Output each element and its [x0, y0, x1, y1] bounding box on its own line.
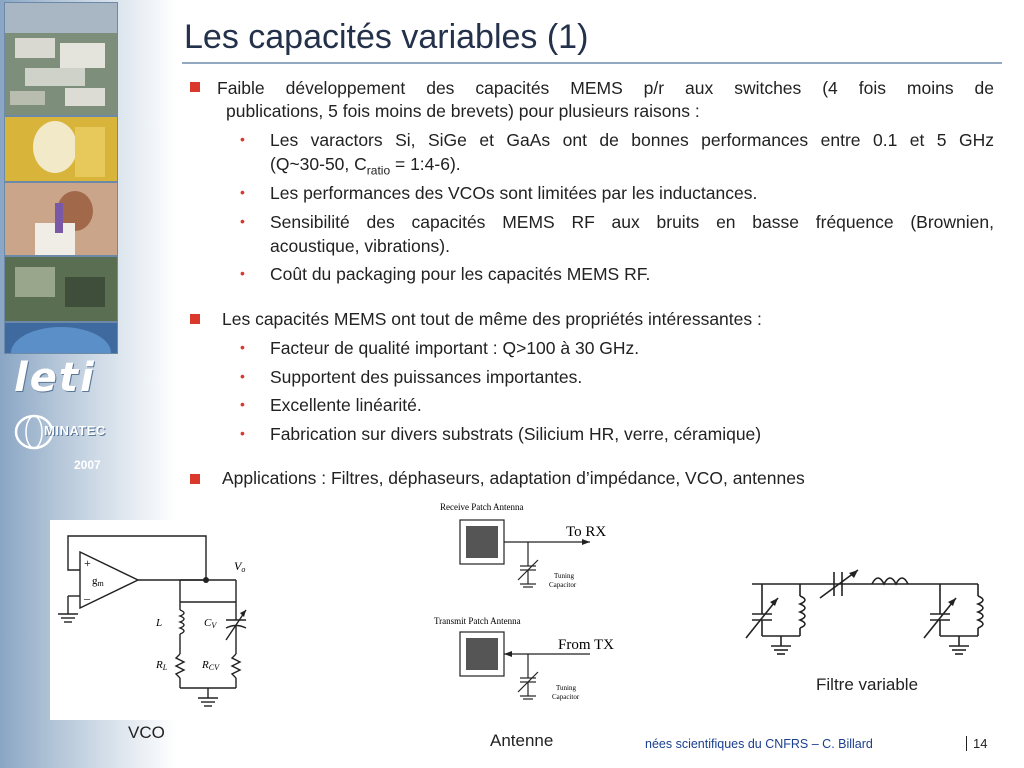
year-label: 2007	[74, 458, 101, 472]
vco-gm-sub: m	[97, 579, 104, 588]
bullet3-text: Applications : Filtres, déphaseurs, adaptation d’impédance, VCO, antennes	[222, 468, 805, 488]
vco-rl-label: R	[156, 659, 163, 671]
antenna-from-tx: From TX	[558, 637, 614, 653]
bullet1-sub4: Coût du packaging pour les capacités MEMS RF.	[270, 264, 651, 284]
photo-researcher	[4, 182, 118, 256]
antenna-to-rx: To RX	[566, 524, 607, 540]
bullet-dot-icon: •	[240, 425, 245, 441]
bullet1-sub1-line2	[270, 152, 461, 183]
sub1-line2-sub: ratio	[366, 163, 391, 178]
bullet1-sub2: Les performances des VCOs sont limitées par les inductances.	[270, 183, 758, 203]
bullet-dot-icon: •	[240, 368, 245, 384]
antenna-tuning1: Tuning	[554, 572, 574, 580]
bullet-dot-icon: •	[240, 339, 245, 355]
bullet1-sub1-line1: Les varactors Si, SiGe et GaAs ont de bonnes performances entre 0.1 et 5 GHz	[270, 130, 994, 150]
vco-cv-label: C	[204, 617, 212, 629]
antenna-schematic	[424, 498, 630, 720]
bullet-dot-icon: •	[240, 265, 245, 281]
svg-text:–: –	[84, 591, 90, 605]
antenna-transmit-title: Transmit Patch Antenna	[434, 616, 521, 626]
vco-rl-sub: L	[162, 663, 168, 672]
vco-schematic	[50, 520, 262, 720]
antenna-receive-title: Receive Patch Antenna	[440, 502, 524, 512]
bullet1-sub3-line2: acoustique, vibrations).	[270, 236, 450, 256]
vco-cv-sub: V	[211, 621, 217, 630]
vco-rcv-sub: CV	[208, 663, 219, 672]
photo-wafer	[4, 322, 118, 354]
sub1-line2-pre: (Q~30-50, C	[270, 154, 367, 174]
photo-campus	[4, 2, 118, 116]
antenna-caption: Antenne	[490, 731, 554, 750]
bullet-dot-icon: •	[240, 184, 245, 200]
bullet2-sub3: Excellente linéarité.	[270, 395, 422, 415]
bullet2-sub2: Supportent des puissances importantes.	[270, 367, 583, 387]
sub1-line2-post: = 1:4-6).	[390, 154, 461, 174]
bullet-square-icon	[190, 314, 200, 324]
bullet-square-icon	[190, 474, 200, 484]
bullet-dot-icon: •	[240, 213, 245, 229]
vco-rcv-label: R	[202, 659, 209, 671]
svg-text:+: +	[84, 556, 91, 570]
page-number: 14	[966, 736, 987, 751]
filter-schematic	[734, 560, 996, 668]
vco-caption: VCO	[128, 723, 165, 742]
vco-l-label: L	[156, 617, 163, 629]
bullet-dot-icon: •	[240, 131, 245, 147]
antenna-capacitor1: Capacitor	[549, 581, 577, 589]
antenna-capacitor2: Capacitor	[552, 693, 580, 701]
filter-caption: Filtre variable	[816, 675, 919, 694]
page-title: Les capacités variables (1)	[184, 18, 589, 56]
photo-cleanroom	[4, 116, 118, 182]
bullet1-line1: Faible développement des capacités MEMS p/r aux switches (4 fois moins de	[217, 78, 994, 98]
minatec-label: MINATEC	[44, 423, 106, 438]
bullet-square-icon	[190, 82, 200, 92]
footer-text: nées scientifiques du CNFRS – C. Billard	[645, 737, 873, 751]
photo-circuit	[4, 256, 118, 322]
title-divider	[182, 62, 1002, 64]
bullet-dot-icon: •	[240, 396, 245, 412]
vco-vo-sub: o	[241, 565, 246, 574]
bullet2-sub4: Fabrication sur divers substrats (Silicium HR, verre, céramique)	[270, 424, 762, 444]
vco-vo-label: V	[234, 559, 242, 573]
leti-logo: leti	[14, 355, 96, 401]
bullet2-text: Les capacités MEMS ont tout de même des propriétés intéressantes :	[222, 309, 762, 329]
bullet1-sub3-line1: Sensibilité des capacités MEMS RF aux bruits en basse fréquence (Brownien,	[270, 212, 994, 232]
bullet1-line2: publications, 5 fois moins de brevets) pour plusieurs raisons :	[226, 101, 700, 121]
vco-gm-label: g	[92, 575, 98, 587]
bullet2-sub1: Facteur de qualité important : Q>100 à 30 GHz.	[270, 338, 640, 358]
antenna-tuning2: Tuning	[556, 684, 576, 692]
